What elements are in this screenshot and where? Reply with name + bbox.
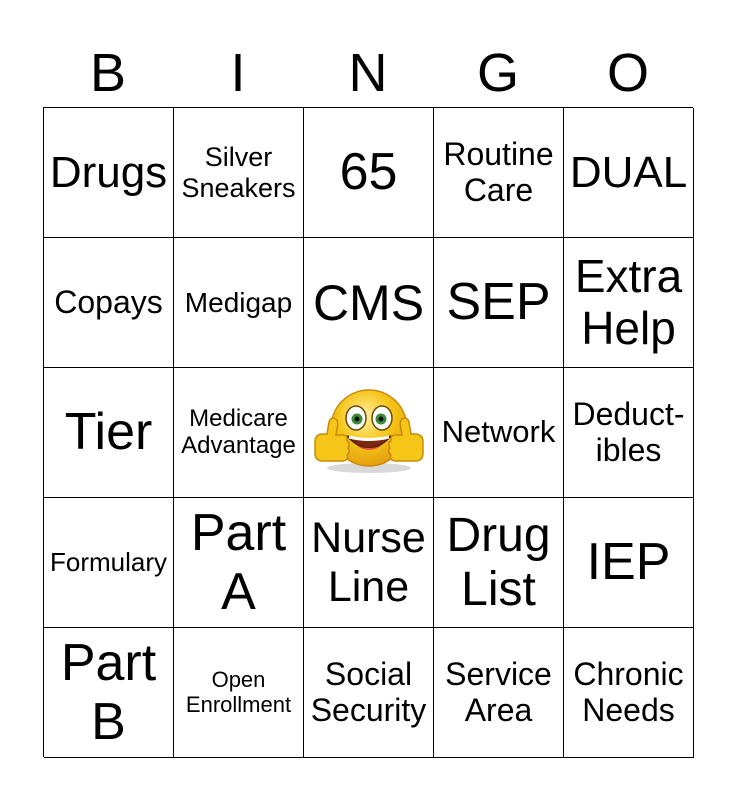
header-letter-o: O xyxy=(606,43,649,103)
bingo-cell-r5-c1[interactable] xyxy=(44,628,174,758)
bingo-cell-r2-c1[interactable] xyxy=(44,238,174,368)
bingo-cell-label: Drug List xyxy=(446,508,551,616)
bingo-cell-r5-c2[interactable] xyxy=(174,628,304,758)
bingo-cell-label: Medigap xyxy=(184,286,293,318)
bingo-cell-r3-c1[interactable] xyxy=(44,368,174,498)
bingo-cell-r5-c3[interactable] xyxy=(304,628,434,758)
bingo-cell-r1-c2[interactable] xyxy=(174,108,304,238)
bingo-cell-label: Chronic Needs xyxy=(573,655,684,728)
bingo-cell-label: Part B xyxy=(60,634,157,751)
bingo-cell-r4-c2[interactable] xyxy=(174,498,304,628)
bingo-cell-label: Social Security xyxy=(310,655,427,728)
bingo-board xyxy=(43,107,693,757)
bingo-cell-label: Formulary xyxy=(49,546,167,577)
bingo-cell-r1-c4[interactable] xyxy=(434,108,564,238)
bingo-cell-label: SEP xyxy=(446,273,551,332)
bingo-cell-label: Open Enrollment xyxy=(185,666,292,717)
header-letter-i: I xyxy=(230,43,246,103)
bingo-header xyxy=(43,40,693,106)
bingo-cell-label: Nurse Line xyxy=(311,514,426,611)
bingo-cell-label: Extra Help xyxy=(574,249,683,354)
bingo-cell-r3-c4[interactable] xyxy=(434,368,564,498)
bingo-cell-r1-c5[interactable] xyxy=(564,108,694,238)
bingo-cell-label: Drugs xyxy=(49,147,168,197)
bingo-cell-label: Silver Sneakers xyxy=(181,142,296,203)
header-letter-g: G xyxy=(476,43,519,103)
bingo-cell-r2-c4[interactable] xyxy=(434,238,564,368)
bingo-cell-label: IEP xyxy=(586,533,671,592)
bingo-cell-r5-c5[interactable] xyxy=(564,628,694,758)
bingo-cell-r5-c4[interactable] xyxy=(434,628,564,758)
bingo-cell-label: Medicare Advantage xyxy=(181,404,296,459)
bingo-cell-label: Network xyxy=(441,414,556,450)
bingo-cell-label: DUAL xyxy=(569,147,688,197)
bingo-cell-r3-c2[interactable] xyxy=(174,368,304,498)
bingo-cell-label: Routine Care xyxy=(443,135,554,208)
bingo-cell-label: 65 xyxy=(339,143,398,202)
bingo-cell-r4-c4[interactable] xyxy=(434,498,564,628)
bingo-cell-r3-c5[interactable] xyxy=(564,368,694,498)
bingo-cell-label: Deduct- ibles xyxy=(572,395,685,468)
bingo-free-space[interactable] xyxy=(304,368,434,498)
bingo-cell-label: CMS xyxy=(312,274,425,331)
header-letter-b: B xyxy=(89,43,127,103)
bingo-cell-r2-c3[interactable] xyxy=(304,238,434,368)
bingo-cell-label: Service Area xyxy=(445,655,552,728)
bingo-cell-r2-c5[interactable] xyxy=(564,238,694,368)
bingo-cell-label: Part A xyxy=(190,504,287,621)
bingo-cell-r1-c3[interactable] xyxy=(304,108,434,238)
thumbs-up-smiley-icon xyxy=(311,384,427,481)
bingo-cell-r4-c3[interactable] xyxy=(304,498,434,628)
bingo-cell-label: Copays xyxy=(54,283,163,320)
header-letter-n: N xyxy=(348,43,388,103)
bingo-cell-r4-c1[interactable] xyxy=(44,498,174,628)
bingo-cell-r1-c1[interactable] xyxy=(44,108,174,238)
bingo-cell-label: Tier xyxy=(64,403,153,462)
bingo-cell-r2-c2[interactable] xyxy=(174,238,304,368)
bingo-cell-r4-c5[interactable] xyxy=(564,498,694,628)
